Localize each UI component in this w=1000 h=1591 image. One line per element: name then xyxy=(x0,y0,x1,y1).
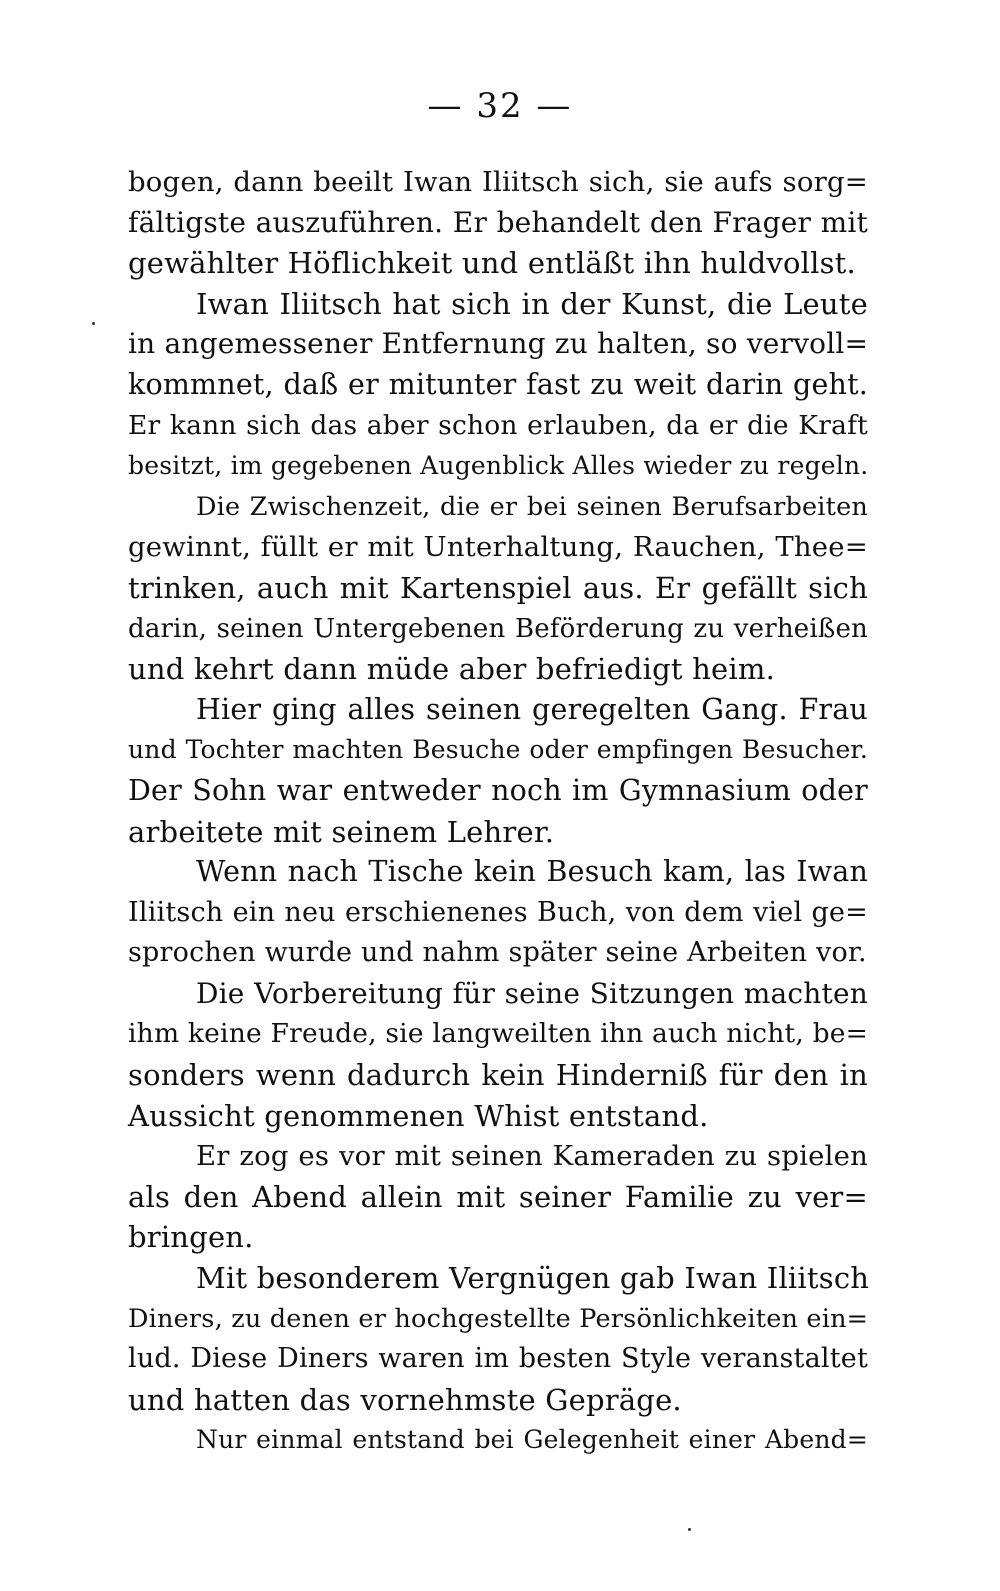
text-line: Die Vorbereitung für seine Sitzungen machten xyxy=(196,976,868,1010)
text-line: gewinnt, füllt er mit Unterhaltung, Rauchen, Thee= xyxy=(128,531,868,564)
text-line: Er kann sich das aber schon erlauben, da er die Kraft xyxy=(128,409,868,441)
text-line: gewählter Höflichkeit und entläßt ihn huldvollst. xyxy=(128,246,856,281)
text-line: Die Zwischenzeit, die er bei seinen Berufsarbeiten xyxy=(196,491,868,522)
print-speck xyxy=(92,322,95,325)
text-line: und kehrt dann müde aber befriedigt heim. xyxy=(128,652,775,687)
text-line: Wenn nach Tische kein Besuch kam, las Iwan xyxy=(196,855,868,889)
text-line: Hier ging alles seinen geregelten Gang. Frau xyxy=(196,692,868,726)
text-line: kommnet, daß er mitunter fast zu weit darin geht. xyxy=(128,367,868,401)
text-line: bogen, dann beeilt Iwan Iliitsch sich, sie aufs sorg= xyxy=(128,166,868,198)
text-line: Iwan Iliitsch hat sich in der Kunst, die Leute xyxy=(196,286,868,321)
text-line: darin, seinen Untergebenen Beförderung zu verheißen xyxy=(128,613,868,644)
text-line: Der Sohn war entweder noch im Gymnasium oder xyxy=(128,773,868,807)
text-line: ihm keine Freude, sie langweilten ihn auch nicht, be= xyxy=(128,1018,869,1050)
text-line: in angemessener Entfernung zu halten, so vervoll= xyxy=(128,327,869,361)
text-line: lud. Diese Diners waren im besten Style veranstaltet xyxy=(128,1343,868,1375)
text-line: als den Abend allein mit seiner Familie zu ver= xyxy=(128,1179,868,1214)
print-speck xyxy=(688,1528,691,1531)
text-line: fältigste auszuführen. Er behandelt den Frager mit xyxy=(128,205,868,239)
text-line: Iliitsch ein neu erschienenes Buch, von dem viel ge= xyxy=(128,896,868,928)
text-line: Aussicht genommenen Whist entstand. xyxy=(128,1098,709,1133)
text-line: besitzt, im gegebenen Augenblick Alles wieder zu regeln. xyxy=(128,451,869,481)
text-line: und Tochter machten Besuche oder empfingen Besucher. xyxy=(128,735,868,765)
page-number: — 32 — xyxy=(427,86,573,126)
text-line: trinken, auch mit Kartenspiel aus. Er gefällt sich xyxy=(128,570,868,605)
text-line: sprochen wurde und nahm später seine Arbeiten vor. xyxy=(128,937,867,969)
text-line: arbeitete mit seinem Lehrer. xyxy=(128,814,555,849)
text-line: sonders wenn dadurch kein Hinderniß für den in xyxy=(128,1058,868,1093)
text-line: bringen. xyxy=(128,1220,254,1255)
body-text xyxy=(128,162,868,1461)
text-line: Er zog es vor mit seinen Kameraden zu spielen xyxy=(196,1140,868,1173)
text-line: Nur einmal entstand bei Gelegenheit einer Abend= xyxy=(196,1425,868,1455)
text-line: und hatten das vornehmste Gepräge. xyxy=(128,1382,682,1417)
text-line: Mit besonderem Vergnügen gab Iwan Iliitsch xyxy=(196,1261,870,1296)
text-line: Diners, zu denen er hochgestellte Persönlichkeiten ein= xyxy=(128,1303,869,1334)
